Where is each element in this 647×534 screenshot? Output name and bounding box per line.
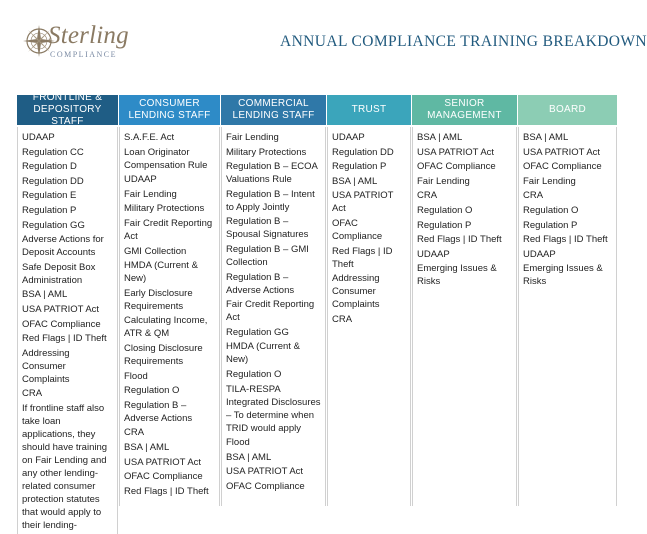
column-senior — [411, 95, 517, 506]
list-item: CRA — [124, 427, 145, 439]
list-item: Military Protections — [226, 146, 307, 158]
list-item: HMDA (Current & New) — [226, 341, 300, 366]
list-item: Regulation B – ECOA Valuations Rule — [226, 161, 318, 186]
list-item: Fair Lending — [226, 132, 279, 143]
list-item: USA PATRIOT Act — [523, 146, 601, 158]
list-item: Flood — [124, 370, 148, 382]
list-item: CRA — [523, 190, 544, 202]
list-item: USA PATRIOT Act — [332, 190, 394, 215]
list-item: BSA | AML — [226, 451, 272, 463]
list-item: BSA | AML — [332, 175, 378, 187]
column-body-commercial — [221, 127, 326, 506]
list-item: Regulation B – Spousal Signatures — [226, 216, 309, 241]
list-item: Regulation CC — [22, 146, 84, 158]
list-item: Regulation GG — [226, 326, 289, 338]
list-item: CRA — [417, 190, 438, 202]
list-item: Calculating Income, ATR & QM — [124, 315, 208, 340]
list-item: BSA | AML — [22, 289, 68, 301]
list-item: Regulation DD — [22, 175, 84, 187]
list-item: Red Flags | ID Theft — [417, 234, 502, 246]
list-item: Regulation P — [22, 204, 77, 216]
list-item: UDAAP — [523, 248, 556, 260]
list-item: Regulation P — [332, 161, 387, 173]
list-item: Flood — [226, 437, 250, 449]
list-item: Loan Originator Compensation Rule — [124, 146, 208, 171]
list-item: USA PATRIOT Act — [22, 303, 100, 315]
list-item: Regulation B – GMI Collection — [226, 243, 309, 268]
list-item: Fair Lending — [523, 175, 576, 187]
list-item: Emerging Issues & Risks — [417, 263, 497, 288]
list-item: OFAC Compliance — [22, 318, 101, 330]
list-item: TILA-RESPA Integrated Disclosures – To determine when TRID would apply — [226, 383, 321, 434]
list-item: USA PATRIOT Act — [124, 456, 202, 468]
list-item: If frontline staff also take loan applications, they should have training on Fair Lending and any other lending-related consumer protection statutes that would apply to their lending- — [22, 402, 108, 531]
column-header-trust: TRUST — [327, 95, 411, 127]
list-item: CRA — [22, 388, 43, 400]
list-item: Fair Credit Reporting Act — [226, 299, 315, 324]
list-item: Closing Disclosure Requirements — [124, 342, 203, 367]
list-item: UDAAP — [417, 248, 450, 260]
list-item: BSA | AML — [124, 441, 170, 453]
list-item: Fair Lending — [124, 188, 177, 200]
list-item: OFAC Compliance — [124, 471, 203, 483]
list-item: OFAC Compliance — [226, 480, 305, 492]
list-item: Regulation O — [226, 368, 282, 380]
list-item: Early Disclosure Requirements — [124, 287, 193, 312]
column-commercial — [220, 95, 326, 506]
list-item: Red Flags | ID Theft — [22, 333, 107, 345]
list-item: Addressing Consumer Complaints — [22, 347, 70, 385]
column-body-senior — [412, 127, 517, 506]
list-item: Regulation O — [417, 204, 473, 216]
column-header-board: BOARD — [518, 95, 617, 127]
list-item: Red Flags | ID Theft — [523, 234, 608, 246]
training-table — [17, 92, 620, 531]
list-item: Regulation B – Intent to Apply Jointly — [226, 188, 315, 213]
list-item: OFAC Compliance — [417, 161, 496, 173]
list-item: UDAAP — [124, 174, 157, 186]
list-item: Regulation P — [417, 219, 472, 231]
column-board — [517, 95, 617, 506]
list-item: Emerging Issues & Risks — [523, 263, 603, 288]
column-header-frontline: FRONTLINE & DEPOSITORY STAFF — [17, 95, 118, 127]
list-item: Red Flags | ID Theft — [124, 485, 209, 497]
list-item: CRA — [332, 313, 353, 325]
list-item: Red Flags | ID Theft — [332, 245, 393, 270]
list-item: Addressing Consumer Complaints — [332, 273, 380, 311]
list-item: UDAAP — [332, 132, 365, 143]
column-header-consumer: CONSUMER LENDING STAFF — [119, 95, 220, 127]
column-frontline — [17, 92, 118, 531]
list-item: Adverse Actions for Deposit Accounts — [22, 234, 104, 259]
list-item: HMDA (Current & New) — [124, 260, 198, 285]
list-item: Regulation B – Adverse Actions — [124, 399, 193, 424]
column-header-commercial: COMMERCIAL LENDING STAFF — [221, 95, 326, 127]
column-trust — [326, 95, 411, 506]
list-item: BSA | AML — [523, 132, 569, 143]
list-item: Regulation E — [22, 190, 77, 202]
column-body-frontline — [17, 127, 118, 534]
list-item: Regulation GG — [22, 219, 85, 231]
sterling-logo — [22, 20, 129, 72]
list-item: OFAC Compliance — [332, 217, 383, 242]
list-item: Regulation B – Adverse Actions — [226, 271, 295, 296]
list-item: Regulation DD — [332, 146, 394, 158]
list-item: Regulation O — [523, 204, 579, 216]
column-body-board — [518, 127, 617, 506]
list-item: S.A.F.E. Act — [124, 132, 175, 143]
list-item: BSA | AML — [417, 132, 463, 143]
list-item: Regulation P — [523, 219, 578, 231]
column-body-trust — [327, 127, 411, 506]
list-item: OFAC Compliance — [523, 161, 602, 173]
column-header-senior: SENIOR MANAGEMENT — [412, 95, 517, 127]
list-item: Regulation O — [124, 385, 180, 397]
list-item: Fair Lending — [417, 175, 470, 187]
list-item: GMI Collection — [124, 245, 187, 257]
list-item: UDAAP — [22, 132, 55, 143]
list-item: Fair Credit Reporting Act — [124, 217, 213, 242]
list-item: USA PATRIOT Act — [226, 466, 304, 478]
list-item: Regulation D — [22, 161, 77, 173]
logo-subtitle: COMPLIANCE — [50, 50, 118, 59]
column-body-consumer — [119, 127, 220, 506]
logo-wordmark: Sterling — [48, 22, 129, 49]
column-consumer — [118, 95, 220, 506]
list-item: Safe Deposit Box Administration — [22, 261, 96, 286]
page-title: ANNUAL COMPLIANCE TRAINING BREAKDOWN — [280, 33, 647, 50]
list-item: Military Protections — [124, 203, 205, 215]
list-item: USA PATRIOT Act — [417, 146, 495, 158]
